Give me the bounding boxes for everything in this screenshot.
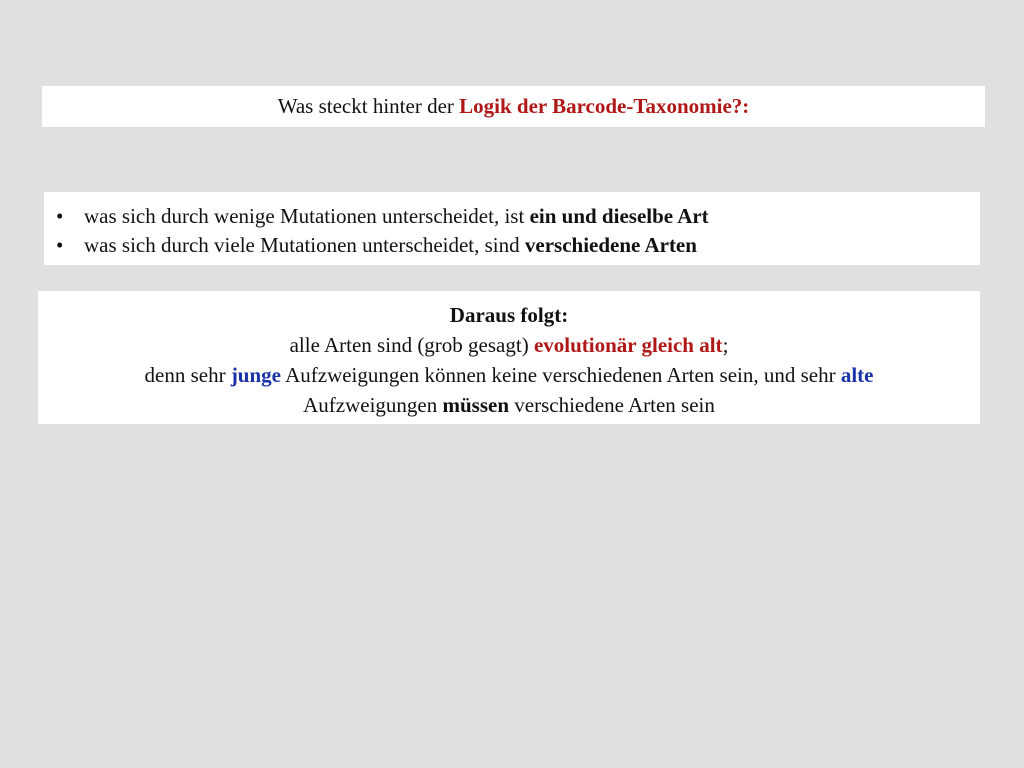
conclusion-line-4-bold: müssen <box>442 393 510 417</box>
bullet-text <box>84 202 709 231</box>
conclusion-line-2-highlight: evolutionär gleich alt <box>533 333 723 357</box>
bullet-text-plain: was sich durch wenige Mutationen unterscheidet, ist <box>84 204 530 228</box>
conclusion-heading: Daraus folgt: <box>449 303 569 327</box>
bullet-text-plain: was sich durch viele Mutationen unterscheidet, sind <box>84 233 525 257</box>
bullet-text <box>84 231 697 260</box>
conclusion-line-4-part1: Aufzweigungen <box>303 393 443 417</box>
bullet-text-bold: verschiedene Arten <box>524 233 697 257</box>
bullet-item <box>56 202 980 231</box>
conclusion-line-3-alte: alte <box>840 363 874 387</box>
bullet-icon: • <box>56 233 64 257</box>
conclusion-line-4-part2: verschiedene Arten sein <box>509 393 715 417</box>
conclusion-line-3-part1: denn sehr <box>144 363 231 387</box>
bullet-item <box>56 231 980 260</box>
conclusion-box <box>38 291 980 424</box>
bullet-icon: • <box>56 204 64 228</box>
conclusion-line-3 <box>38 360 980 390</box>
bullet-text-bold: ein und dieselbe Art <box>529 204 709 228</box>
conclusion-line-3-junge: junge <box>230 363 281 387</box>
conclusion-line-2-prefix: alle Arten sind (grob gesagt) <box>289 333 534 357</box>
conclusion-line-3-part2: Aufzweigungen können keine verschiedenen Arten sein, und sehr <box>281 363 841 387</box>
conclusion-line-2-suffix: ; <box>722 333 729 357</box>
bullet-list-box <box>44 192 980 265</box>
conclusion-line-4 <box>38 390 980 420</box>
title-prefix: Was steckt hinter der <box>277 94 460 118</box>
conclusion-line-2 <box>38 330 980 360</box>
title-box <box>42 86 985 127</box>
title-highlight: Logik der Barcode-Taxonomie?: <box>459 94 750 118</box>
